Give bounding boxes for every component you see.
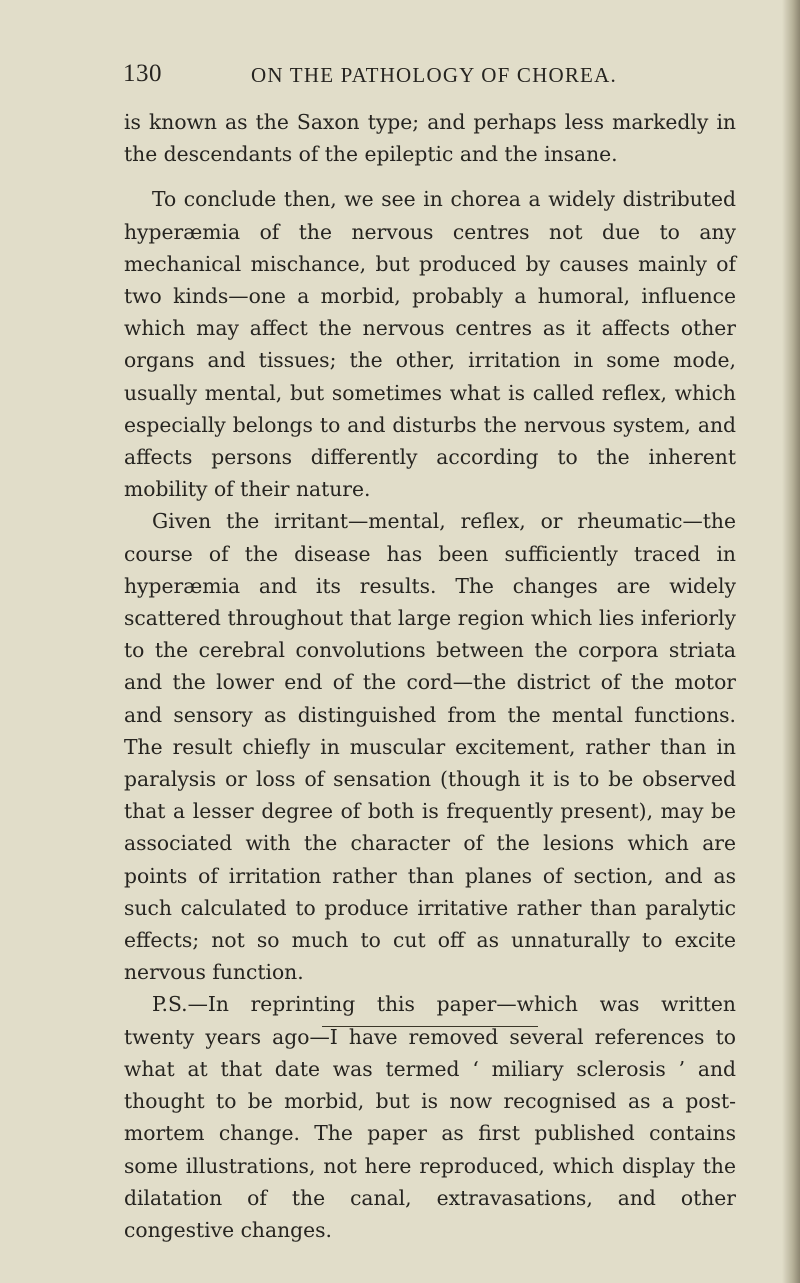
paragraph-irritant: Given the irritant—mental, reflex, or rheumatic—the course of the disease has been sufficiently traced in hyperæmia and its results. The changes are widely scattered throughout that large region which lies inferiorly to the cerebral convolutions between the corpora striata and the lower end of the cord—the district of the motor and sensory as distinguished from the mental functions. The result chiefly in muscular excitement, rather than in paralysis or loss of sensation (though it is to be observed that a lesser degree of both is frequently present), may be associated with the character of the lesions which are points of irritation rather than planes of section, and as such calculated to produce irritative rather than paralytic effects; not so much to cut off as unnaturally to excite nervous function. — [124, 509, 736, 985]
page-edge-shadow — [782, 0, 800, 1283]
paragraph-continuation: is known as the Saxon type; and perhaps less markedly in the descendants of the epileptic and the insane. — [124, 110, 736, 167]
paragraph-postscript: P.S.—In reprinting this paper—which was written twenty years ago—I have removed several references to what at that date was termed ‘ miliary sclerosis ’ and thought to be morbid, but is now recognised as a post-mortem change. The paper as first published contains some illustrations, not here reproduced, which display the dilatation of the canal, extravasations, and other congestive changes. — [124, 992, 736, 1242]
page-number: 130 — [123, 60, 162, 87]
running-title: ON THE PATHOLOGY OF CHOREA. — [251, 63, 617, 87]
paragraph-conclusion: To conclude then, we see in chorea a widely distributed hyperæmia of the nervous centres not due to any mechanical mischance, but produced by causes mainly of two kinds—one a morbid, probably a humoral, influence which may affect the nervous centres as it affects other organs and tissues; the other, irritation in some mode, usually mental, but sometimes what is called reflex, which especially belongs to and disturbs the nervous system, and affects persons differently according to the inherent mobility of their nature. — [124, 187, 736, 502]
end-rule-divider — [322, 1026, 538, 1027]
body-text — [124, 106, 736, 1246]
page-header — [123, 58, 733, 90]
